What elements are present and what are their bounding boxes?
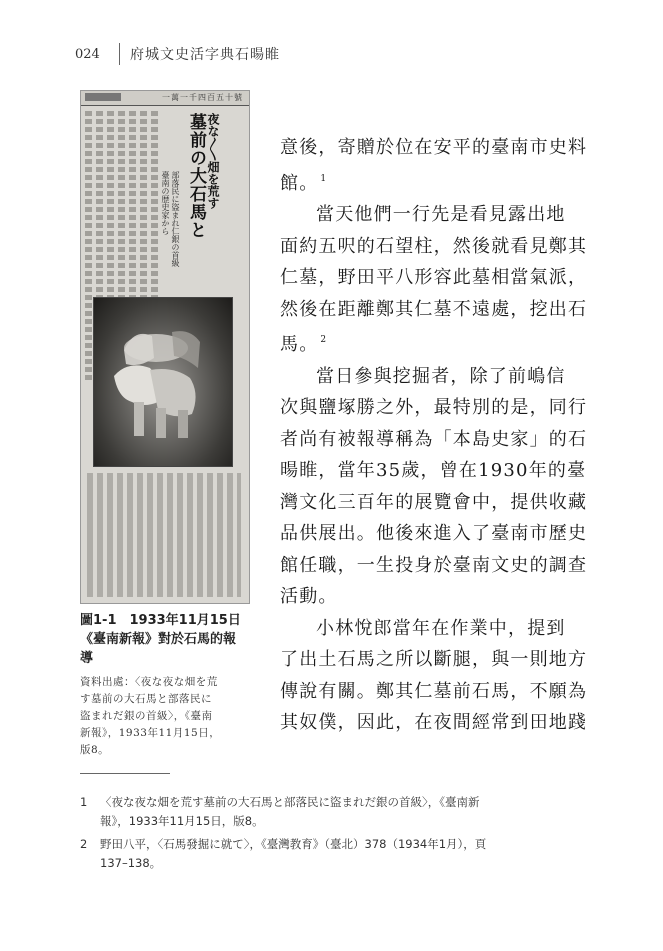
clipping-subheadline-2: 臺南の歴史家から: [161, 171, 170, 235]
clipping-masthead: [81, 91, 249, 106]
source-line: 版8。: [80, 744, 110, 756]
header-divider: [119, 43, 120, 65]
stone-horse-photo: [93, 297, 233, 467]
clipping-lower-text: [87, 473, 241, 597]
footnote-1: [80, 793, 580, 831]
footnote-text: [100, 793, 480, 831]
text-line: [280, 325, 580, 361]
footnote-ref-2[interactable]: 2: [320, 335, 328, 345]
text-line: 品供展出。他後來進入了臺南市歷史: [280, 523, 588, 544]
text-line: 然後在距離鄭其仁墓不遠處，挖出石: [280, 298, 588, 320]
text-line: 仁墓，野田平八形容此墓相當氣派，: [280, 267, 588, 288]
footnote-line: 〈夜な夜な畑を荒す墓前の大石馬と部落民に盜まれだ銀の首級〉，《臺南新: [100, 795, 480, 809]
text-line: 面約五呎的石望柱，然後就看見鄭其: [280, 235, 588, 257]
source-line: 新報》，1933年11月15日，: [80, 727, 221, 739]
newspaper-clipping-image: [80, 90, 250, 604]
footnote-number: 1: [80, 795, 88, 809]
text-line: 者尚有被報導稱為「本島史家」的石: [280, 428, 588, 450]
text-line: 小林悅郎當年在作業中，提到: [316, 617, 566, 639]
figure-source: [80, 674, 250, 759]
paragraph-3: [280, 361, 588, 613]
footnote-divider: [80, 773, 170, 774]
footnote-number: 2: [80, 837, 88, 851]
footnote-text: [100, 835, 486, 873]
text-line: 活動。: [280, 586, 338, 607]
page-number: 024: [75, 46, 100, 62]
paragraph-1: [280, 132, 588, 199]
book-title: 府城文史活字典石暘睢: [130, 47, 280, 63]
caption-line: 圖1-1 1933年11月15日: [80, 613, 241, 628]
text-line: 灣文化三百年的展覽會中，提供收藏: [280, 491, 588, 513]
clipping-logo: [85, 93, 121, 101]
source-line: 盜まれだ銀の首級〉，《臺南: [80, 710, 213, 722]
footnotes: [80, 793, 580, 873]
stone-horse-icon: [94, 298, 232, 466]
text-line: 暘睢，當年35歲，曾在1930年的臺: [280, 460, 587, 481]
text-span: 館。: [280, 172, 319, 194]
text-line: 當天他們一行先是看見露出地: [316, 204, 566, 225]
footnote-line: 報》，1933年11月15日，版8。: [100, 814, 264, 828]
text-line: 當日參與挖掘者，除了前嶋信: [316, 365, 566, 387]
source-line: す墓前の大石馬と部落民に: [80, 693, 212, 705]
figure-caption: [80, 611, 250, 759]
text-line: 其奴僕，因此，在夜間經常到田地踐: [280, 712, 588, 733]
clipping-column: [85, 111, 92, 381]
clipping-headline-1: 夜な〳〵畑を荒す: [206, 113, 220, 209]
footnote-line: 137–138。: [100, 856, 162, 870]
caption-line: 《臺南新報》對於石馬的報: [80, 632, 237, 647]
body-text: [280, 132, 588, 739]
text-line: [280, 164, 580, 200]
text-line: 次與鹽塚勝之外，最特別的是，同行: [280, 397, 588, 418]
clipping-issue-number: 一萬一千四百五十號: [162, 93, 243, 102]
footnote-ref-1[interactable]: 1: [320, 173, 328, 184]
text-line: 館任職，一生投身於臺南文史的調查: [280, 554, 588, 576]
caption-line: 導: [80, 651, 94, 666]
text-line: 了出土石馬之所以斷腿，與一則地方: [280, 649, 588, 670]
paragraph-4: [280, 613, 588, 739]
paragraph-2: [280, 199, 588, 361]
text-line: 傳說有關。鄭其仁墓前石馬，不願為: [280, 680, 588, 702]
source-line: 資料出處：〈夜な夜な畑を荒: [80, 676, 218, 688]
text-line: 意後，寄贈於位在安平的臺南市史料: [280, 137, 588, 158]
clipping-headline-2: 墓前の大石馬と: [186, 113, 206, 239]
clipping-subheadline-1: 部落民に盜まれ仁銀の首級: [171, 171, 180, 267]
text-span: 馬。: [280, 334, 319, 355]
footnote-line: 野田八平，〈石馬發掘に就て〉，《臺灣教育》（臺北）378（1934年1月），頁: [100, 837, 487, 851]
running-header: [75, 42, 280, 66]
footnote-2: [80, 835, 580, 873]
